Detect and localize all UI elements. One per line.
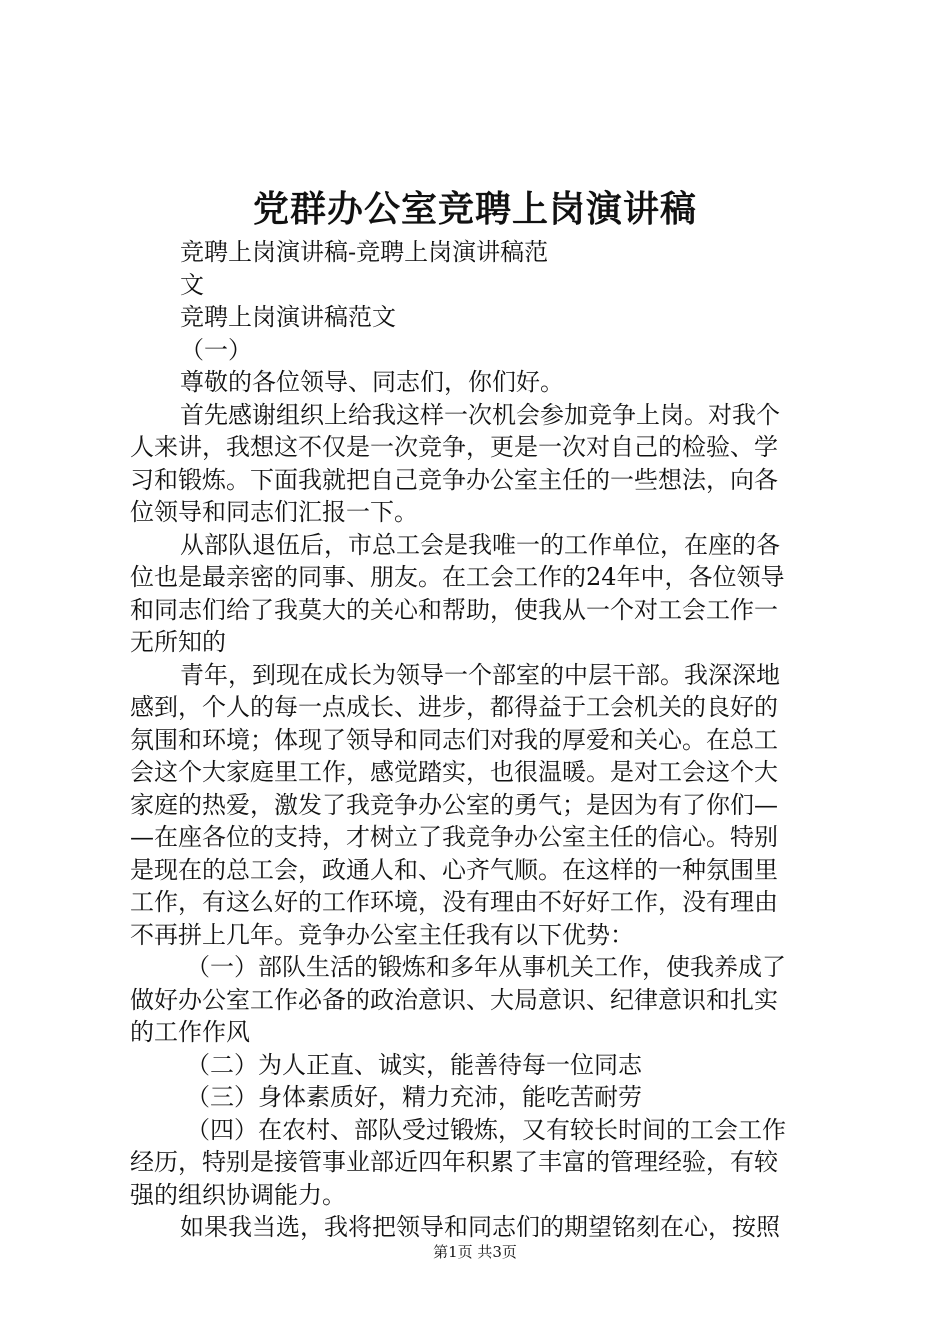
text-line: 习和锻炼。下面我就把自己竞争办公室主任的一些想法，向各: [130, 465, 778, 494]
text-line: 强的组织协调能力。: [130, 1180, 346, 1209]
text-line: 无所知的: [130, 628, 226, 656]
text-line: 如果我当选，我将把领导和同志们的期望铭刻在心，按照: [180, 1213, 780, 1241]
text-line: —在座各位的支持，才树立了我竞争办公室主任的信心。特别: [130, 823, 778, 851]
text-line: 的工作作风: [130, 1018, 250, 1046]
text-line: 竞聘上岗演讲稿-竞聘上岗演讲稿范: [180, 238, 549, 266]
text-line: 会这个大家庭里工作，感觉踏实，也很温暖。是对工会这个大: [130, 758, 778, 786]
text-line: 经历，特别是接管事业部近四年积累了丰富的管理经验，有较: [130, 1148, 778, 1176]
text-line: 做好办公室工作必备的政治意识、大局意识、纪律意识和扎实: [130, 985, 778, 1014]
text-line: 氛围和环境；体现了领导和同志们对我的厚爱和关心。在总工: [130, 725, 778, 754]
text-line: 首先感谢组织上给我这样一次机会参加竞争上岗。对我个: [180, 400, 780, 429]
page-number: 第1页 共3页: [433, 1243, 517, 1261]
document-body: [130, 236, 830, 1244]
text-line: （一）: [180, 335, 252, 364]
text-line: 不再拼上几年。竞争办公室主任我有以下优势：: [130, 920, 634, 949]
text-line: （三）身体素质好，精力充沛，能吃苦耐劳: [186, 1083, 642, 1111]
text-line: 是现在的总工会，政通人和、心齐气顺。在这样的一种氛围里: [130, 855, 778, 884]
text-line: （二）为人正直、诚实，能善待每一位同志: [186, 1050, 642, 1079]
text-line: 工作，有这么好的工作环境，没有理由不好好工作，没有理由: [130, 888, 778, 916]
text-line: 人来讲，我想这不仅是一次竞争，更是一次对自己的检验、学: [130, 433, 778, 461]
text-line: 感到，个人的每一点成长、进步，都得益于工会机关的良好的: [130, 693, 778, 721]
document-title: 党群办公室竞聘上岗演讲稿: [252, 188, 697, 230]
text-line: 竞聘上岗演讲稿范文: [180, 303, 396, 331]
text-line: 位领导和同志们汇报一下。: [130, 498, 418, 526]
text-line: 位也是最亲密的同事、朋友。在工会工作的24年中，各位领导: [130, 563, 785, 591]
text-line: 青年，到现在成长为领导一个部室的中层干部。我深深地: [180, 660, 780, 689]
text-line: 家庭的热爱，激发了我竞争办公室的勇气；是因为有了你们—: [130, 790, 778, 819]
text-line: 尊敬的各位领导、同志们，你们好。: [180, 368, 564, 396]
text-line: （一）部队生活的锻炼和多年从事机关工作，使我养成了: [186, 953, 786, 981]
text-line: （四）在农村、部队受过锻炼，又有较长时间的工会工作: [186, 1115, 786, 1144]
text-line: 从部队退伍后，市总工会是我唯一的工作单位，在座的各: [180, 530, 780, 559]
text-line: 文: [180, 270, 204, 299]
text-line: 和同志们给了我莫大的关心和帮助，使我从一个对工会工作一: [130, 595, 778, 624]
